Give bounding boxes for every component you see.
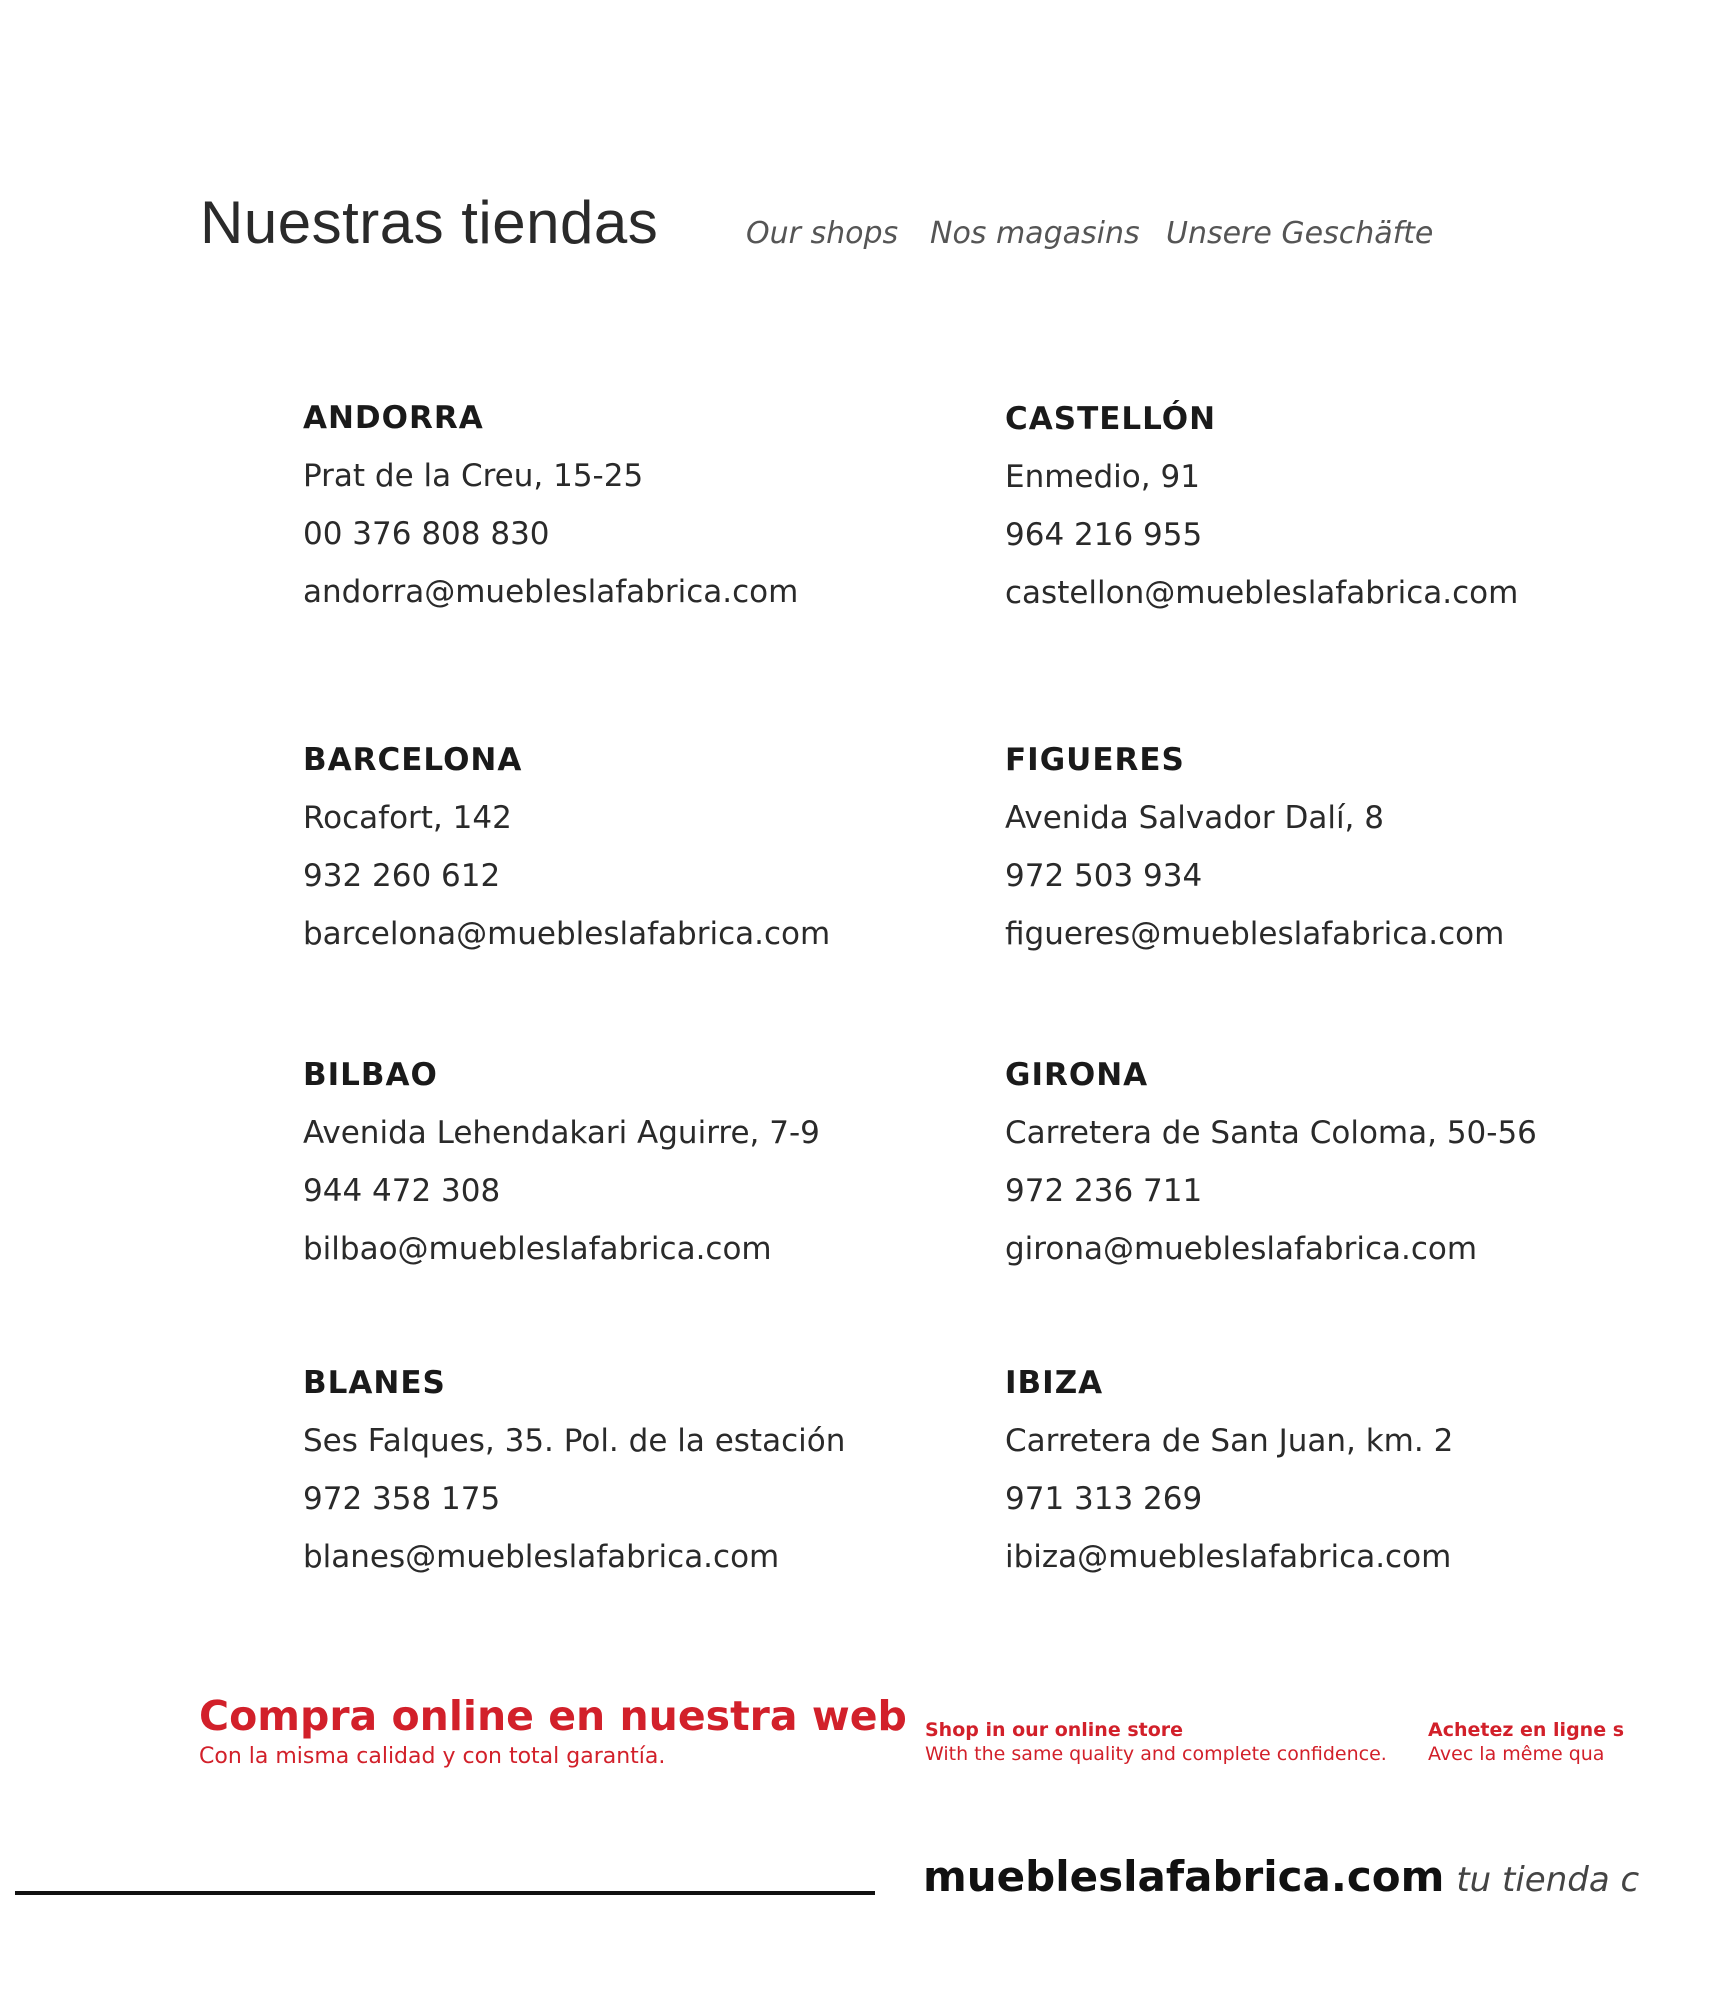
shop-phone[interactable]: 964 216 955 <box>1005 517 1203 553</box>
shop-address: Carretera de San Juan, km. 2 <box>1005 1423 1454 1459</box>
page-title: Nuestras tiendas <box>200 189 659 256</box>
promo-headline[interactable]: Compra online en nuestra web <box>199 1692 907 1740</box>
promo-en-headline: Shop in our online store <box>925 1719 1184 1741</box>
shop-phone[interactable]: 971 313 269 <box>1005 1481 1203 1517</box>
brand-domain[interactable]: muebleslafabrica.com <box>923 1852 1445 1901</box>
shop-email[interactable]: ibiza@muebleslafabrica.com <box>1005 1539 1452 1575</box>
shop-address: Avenida Lehendakari Aguirre, 7-9 <box>303 1115 820 1151</box>
shop-phone[interactable]: 00 376 808 830 <box>303 516 550 552</box>
shop-address: Rocafort, 142 <box>303 800 512 836</box>
shop-phone[interactable]: 972 503 934 <box>1005 858 1203 894</box>
shop-address: Enmedio, 91 <box>1005 459 1200 495</box>
promo-subline: Con la misma calidad y con total garantía. <box>199 1744 666 1769</box>
shop-address: Ses Falques, 35. Pol. de la estación <box>303 1423 846 1459</box>
shop-email[interactable]: bilbao@muebleslafabrica.com <box>303 1231 772 1267</box>
shop-email[interactable]: barcelona@muebleslafabrica.com <box>303 916 831 952</box>
promo-french <box>1428 1718 1624 1766</box>
footer-brand <box>923 1852 1639 1901</box>
shop-address: Avenida Salvador Dalí, 8 <box>1005 800 1384 836</box>
footer-divider <box>15 1891 875 1895</box>
shop-phone[interactable]: 932 260 612 <box>303 858 501 894</box>
title-translation-de: Unsere Geschäfte <box>1166 216 1434 251</box>
shop-city: BARCELONA <box>303 742 523 778</box>
online-promo <box>199 1690 907 1772</box>
shop-city: BLANES <box>303 1365 446 1401</box>
promo-english <box>925 1718 1387 1766</box>
brand-tagline: tu tienda c <box>1456 1860 1640 1900</box>
shop-card-ibiza <box>1005 1354 1725 1586</box>
shop-email[interactable]: figueres@muebleslafabrica.com <box>1005 916 1505 952</box>
promo-en-subline: With the same quality and complete confidence. <box>925 1743 1387 1765</box>
shop-card-andorra <box>303 389 1023 621</box>
shop-city: CASTELLÓN <box>1005 401 1217 437</box>
shop-card-castellon <box>1005 390 1725 622</box>
shop-phone[interactable]: 972 236 711 <box>1005 1173 1203 1209</box>
shop-address: Prat de la Creu, 15-25 <box>303 458 644 494</box>
shop-phone[interactable]: 972 358 175 <box>303 1481 501 1517</box>
title-translation-fr: Nos magasins <box>930 216 1140 251</box>
shop-card-bilbao <box>303 1046 1023 1278</box>
shop-email[interactable]: castellon@muebleslafabrica.com <box>1005 575 1519 611</box>
shop-city: ANDORRA <box>303 400 484 436</box>
shop-card-barcelona <box>303 731 1023 963</box>
shop-city: GIRONA <box>1005 1057 1149 1093</box>
shop-card-girona <box>1005 1046 1725 1278</box>
shop-city: BILBAO <box>303 1057 438 1093</box>
title-translation-en: Our shops <box>746 216 899 251</box>
shop-phone[interactable]: 944 472 308 <box>303 1173 501 1209</box>
shop-email[interactable]: andorra@muebleslafabrica.com <box>303 574 799 610</box>
shop-card-blanes <box>303 1354 1023 1586</box>
promo-fr-headline: Achetez en ligne s <box>1428 1719 1625 1741</box>
shop-card-figueres <box>1005 731 1725 963</box>
shop-address: Carretera de Santa Coloma, 50-56 <box>1005 1115 1537 1151</box>
shop-city: IBIZA <box>1005 1365 1104 1401</box>
shop-email[interactable]: girona@muebleslafabrica.com <box>1005 1231 1478 1267</box>
shop-email[interactable]: blanes@muebleslafabrica.com <box>303 1539 780 1575</box>
promo-fr-subline: Avec la même qua <box>1428 1743 1605 1765</box>
shop-city: FIGUERES <box>1005 742 1185 778</box>
